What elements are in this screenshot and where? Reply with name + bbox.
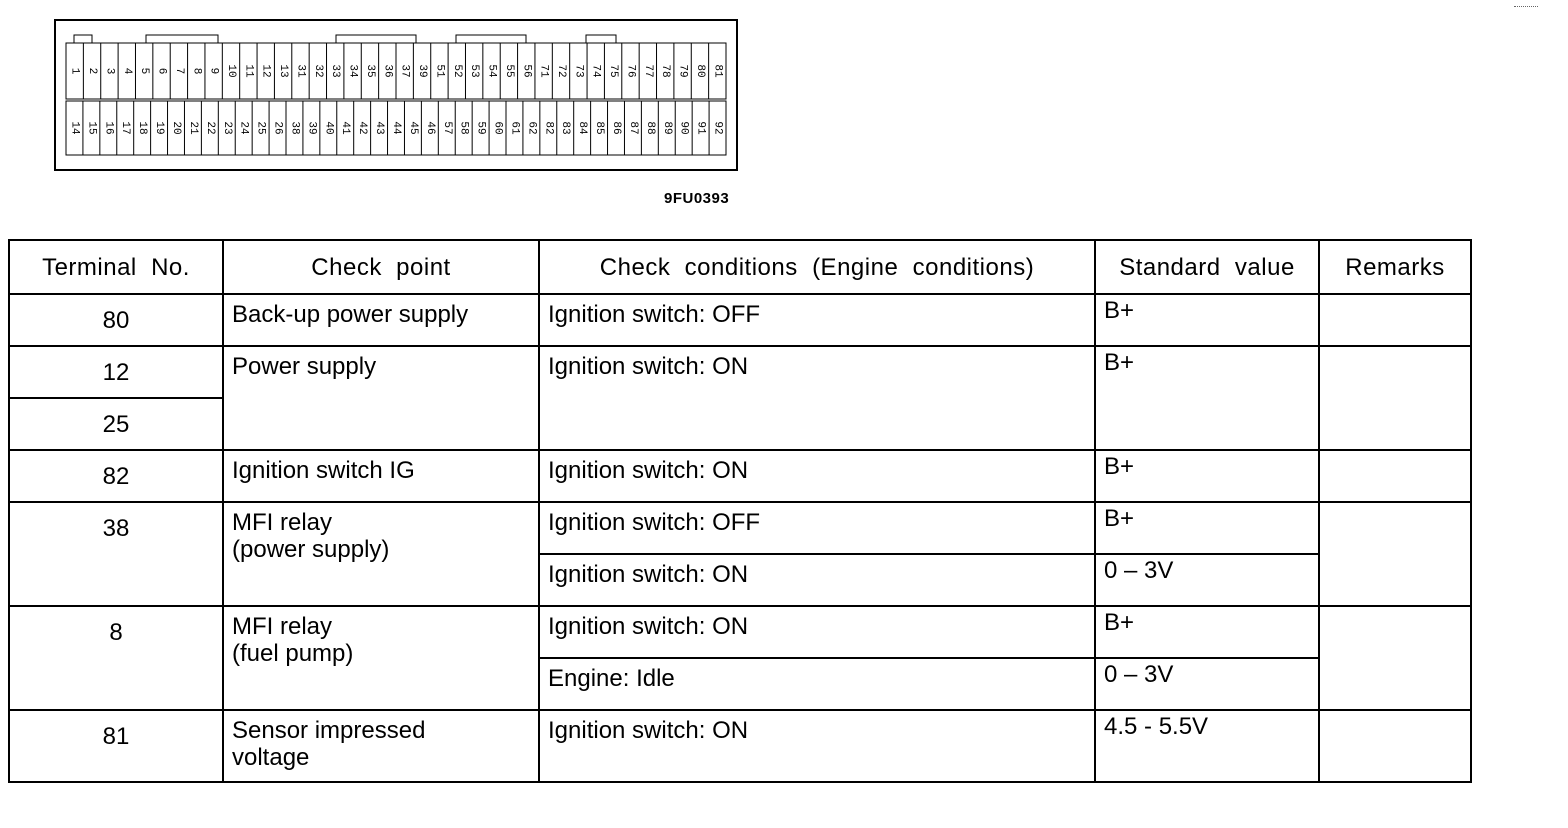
pin-label: 25 [254,121,267,135]
pin-label: 2 [86,67,99,75]
pin-label: 14 [68,121,81,135]
table-header-row [9,240,1471,294]
standard-value-cell: B+ [1095,346,1319,450]
header-standard-value: Standard value [1095,240,1319,294]
pin-label: 7 [172,67,185,75]
connector-pin-grid [56,21,736,169]
pin-label: 88 [643,121,656,135]
pin-label: 9 [207,67,220,75]
pin-label: 55 [502,64,515,78]
pin-label: 10 [225,64,237,78]
connector-key-notch [74,35,92,43]
pin-label: 54 [485,64,498,78]
corner-mark [1514,6,1538,8]
terminal-cell: 38 [9,502,223,606]
pin-label: 21 [186,121,199,135]
terminal-cell: 12 [9,346,223,398]
pin-label: 75 [607,64,620,78]
pin-label: 31 [294,64,307,78]
pin-label: 51 [433,64,446,78]
pin-label: 40 [322,121,335,135]
pin-label: 11 [242,64,255,78]
pin-label: 36 [381,64,394,78]
condition-cell: Engine: Idle [539,658,1095,710]
standard-value-cell: 4.5 - 5.5V [1095,710,1319,782]
pin-label: 37 [398,64,411,78]
pin-label: 44 [390,121,402,135]
pin-label: 19 [153,121,166,135]
remarks-cell [1319,502,1471,606]
terminal-cell: 25 [9,398,223,450]
pin-label: 83 [559,121,572,135]
remarks-cell [1319,606,1471,710]
remarks-cell [1319,450,1471,502]
connector-diagram [54,19,738,171]
header-conditions: Check conditions (Engine conditions) [539,240,1095,294]
pin-label: 53 [468,64,481,78]
pin-label: 62 [525,121,538,135]
condition-cell: Ignition switch: ON [539,710,1095,782]
pin-label: 45 [406,121,419,135]
pin-label: 59 [474,121,487,135]
pin-label: 39 [305,121,318,135]
check-point-cell [223,502,539,606]
pin-label: 82 [542,121,555,135]
pin-label: 33 [329,64,342,78]
condition-cell: Ignition switch: ON [539,554,1095,606]
standard-value-cell: 0 – 3V [1095,658,1319,710]
pin-label: 81 [711,64,724,78]
pin-label: 89 [660,121,673,135]
pin-label: 20 [170,121,182,135]
standard-value-cell: 0 – 3V [1095,554,1319,606]
connector-key-notch [586,35,616,43]
pin-label: 58 [457,121,470,135]
check-point-cell: Power supply [223,346,539,450]
table-row [9,502,1471,554]
pin-label: 35 [363,64,376,78]
remarks-cell [1319,710,1471,782]
terminal-cell: 82 [9,450,223,502]
pin-label: 85 [593,121,606,135]
pin-label: 80 [693,64,706,78]
pin-label: 32 [311,64,324,78]
condition-cell: Ignition switch: ON [539,346,1095,450]
pin-label: 13 [277,64,290,78]
pin-label: 84 [576,121,589,135]
pin-label: 60 [491,121,504,135]
pin-label: 91 [694,121,707,135]
standard-value-cell: B+ [1095,502,1319,554]
condition-cell: Ignition switch: OFF [539,294,1095,346]
pin-label: 1 [68,67,81,75]
pin-label: 4 [120,67,133,75]
pin-label: 12 [259,64,272,78]
standard-value-cell: B+ [1095,294,1319,346]
remarks-cell [1319,346,1471,450]
pin-label: 41 [339,121,352,135]
pin-label: 77 [641,64,654,78]
pin-label: 6 [155,67,168,75]
pin-label: 43 [373,121,386,135]
check-point-cell [223,710,539,782]
condition-cell: Ignition switch: ON [539,450,1095,502]
table-row [9,294,1471,346]
pin-label: 90 [677,121,690,135]
check-point-line: (power supply) [232,536,390,563]
check-point-line: Sensor impressed [232,717,426,744]
figure-code: 9FU0393 [664,190,730,207]
table-row [9,450,1471,502]
pin-label: 26 [271,121,284,135]
check-point-line: MFI relay [232,613,333,640]
pin-label: 71 [537,64,550,78]
check-point-cell [223,606,539,710]
standard-value-cell: B+ [1095,450,1319,502]
pin-label: 22 [203,121,216,135]
pin-label: 16 [102,121,115,135]
terminal-cell: 80 [9,294,223,346]
table-row [9,606,1471,658]
terminal-cell: 8 [9,606,223,710]
pin-label: 72 [555,64,567,78]
connector-key-notch [146,35,218,43]
pin-label: 38 [288,121,301,135]
check-table [8,239,1472,783]
check-point-line: MFI relay [232,509,333,536]
pin-label: 61 [508,121,521,135]
pin-label: 56 [520,64,533,78]
pin-label: 23 [220,121,233,135]
pin-label: 52 [450,64,463,78]
pin-label: 74 [589,64,602,78]
pin-label: 17 [119,121,132,135]
pin-label: 3 [103,67,116,75]
connector-key-notch [336,35,416,43]
pin-label: 87 [626,121,639,135]
pin-label: 73 [572,64,585,78]
pin-label: 42 [356,121,369,135]
pin-label: 34 [346,64,359,78]
pin-label: 76 [624,64,637,78]
condition-cell: Ignition switch: OFF [539,502,1095,554]
pin-label: 86 [610,121,622,135]
pin-label: 78 [659,64,672,78]
header-check-point: Check point [223,240,539,294]
header-terminal: Terminal No. [9,240,223,294]
condition-cell: Ignition switch: ON [539,606,1095,658]
pin-label: 15 [85,121,98,135]
pin-label: 5 [138,67,151,75]
table-row [9,710,1471,782]
table-row [9,346,1471,398]
pin-label: 57 [440,121,453,135]
header-remarks: Remarks [1319,240,1471,294]
check-point-line: (fuel pump) [232,640,354,667]
pin-label: 92 [711,121,724,135]
connector-key-notch [456,35,526,43]
terminal-cell: 81 [9,710,223,782]
standard-value-cell: B+ [1095,606,1319,658]
pin-label: 24 [237,121,250,135]
check-point-cell: Ignition switch IG [223,450,539,502]
pin-label: 8 [190,67,203,75]
pin-label: 39 [416,64,429,78]
check-point-line: voltage [232,744,310,771]
remarks-cell [1319,294,1471,346]
pin-label: 46 [423,121,436,135]
pin-label: 79 [676,64,689,78]
pin-label: 18 [136,121,149,135]
check-point-cell: Back-up power supply [223,294,539,346]
